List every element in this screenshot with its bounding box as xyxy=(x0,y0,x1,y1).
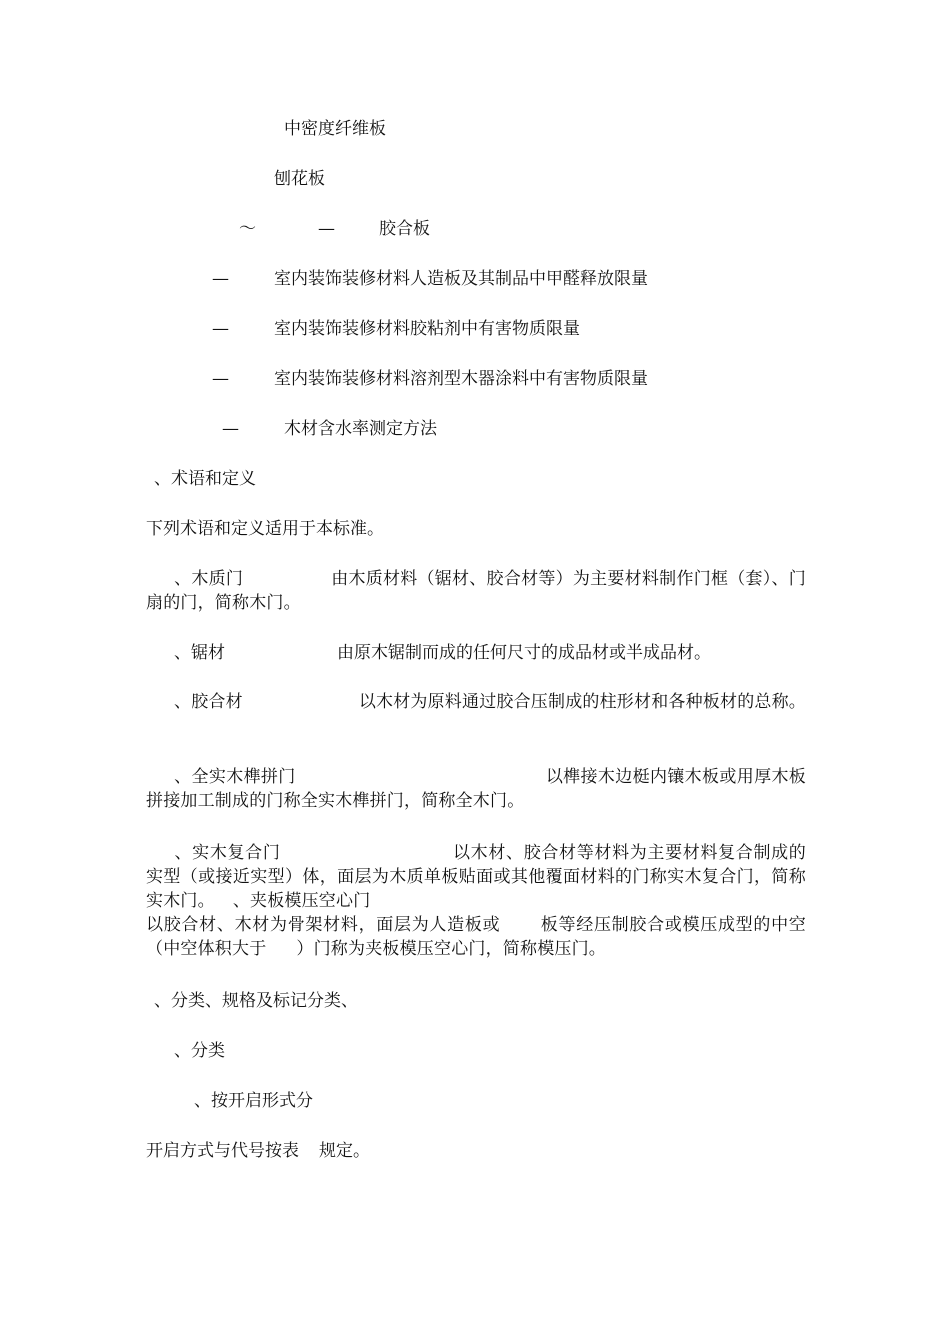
term-sawn-definition: 由原木锯制而成的任何尺寸的成品材或半成品材。 xyxy=(337,643,711,663)
term-solid-door-label: 、全实木榫拼门 xyxy=(174,767,296,787)
ref-std4-dash: — xyxy=(222,419,239,439)
term-hollow-door-label: 、夹板模压空心门 xyxy=(232,891,371,911)
section-class-heading: 、分类、规格及标记分类、 xyxy=(154,991,358,1011)
term-composite-door-label: 、实木复合门 xyxy=(174,843,281,863)
ref-std1-dash: — xyxy=(212,269,229,289)
ref-particleboard: 刨花板 xyxy=(274,169,325,189)
terms-intro: 下列术语和定义适用于本标准。 xyxy=(146,519,384,539)
ref-plywood-dash: — xyxy=(318,219,335,239)
class-text-a: 开启方式与代号按表 xyxy=(146,1141,299,1161)
class-text-b: 规定。 xyxy=(319,1141,370,1161)
class-text xyxy=(146,1139,370,1163)
term-wood-door-label: 、木质门 xyxy=(174,569,244,589)
term-glulam-definition: 以木材为原料通过胶合压制成的柱形材和各种板材的总称。 xyxy=(358,692,807,712)
term-sawn-label: 、锯材 xyxy=(174,643,225,663)
ref-plywood: 胶合板 xyxy=(379,219,430,239)
ref-std3: 室内装饰装修材料溶剂型木器涂料中有害物质限量 xyxy=(274,369,648,389)
ref-std4: 木材含水率测定方法 xyxy=(284,419,437,439)
term-glulam xyxy=(146,690,806,714)
class-subheading: 、分类 xyxy=(174,1041,225,1061)
term-hollow-door-definition-b: 板等经压制胶合或模压成型的中空（中空体积大于 xyxy=(146,915,807,959)
term-solid-door-definition: 以榫接木边梃内镶木板或用厚木板拼接加工制成的门称全实木榫拼门，简称全木门。 xyxy=(146,767,806,811)
ref-std2-dash: — xyxy=(212,319,229,339)
class-subsubheading: 、按开启形式分 xyxy=(194,1091,313,1111)
ref-mdf: 中密度纤维板 xyxy=(284,119,386,139)
ref-std3-dash: — xyxy=(212,369,229,389)
ref-std1: 室内装饰装修材料人造板及其制品中甲醛释放限量 xyxy=(274,269,648,289)
term-solid-door xyxy=(146,765,806,813)
term-hollow-door-definition-c: ）门称为夹板模压空心门，简称模压门。 xyxy=(296,939,607,959)
term-glulam-label: 、胶合材 xyxy=(174,692,243,712)
term-wood-door xyxy=(146,567,806,615)
ref-std2: 室内装饰装修材料胶粘剂中有害物质限量 xyxy=(274,319,580,339)
section-terms-heading: 、术语和定义 xyxy=(154,469,256,489)
term-hollow-door-definition-a: 以胶合材、木材为骨架材料，面层为人造板或 xyxy=(146,915,501,935)
term-composite-door xyxy=(146,841,806,961)
term-composite-door-definition: 以木材、胶合材等材料为主要材料复合制成的实型（或接近实型）体，面层为木质单板贴面或其他覆面材料的门称实木复合门，简称实木门。 xyxy=(146,843,807,911)
ref-plywood-tilde: ～ xyxy=(239,219,256,239)
term-wood-door-definition: 由木质材料（锯材、胶合材等）为主要材料制作门框（套）、门扇的门，简称木门。 xyxy=(146,569,806,613)
